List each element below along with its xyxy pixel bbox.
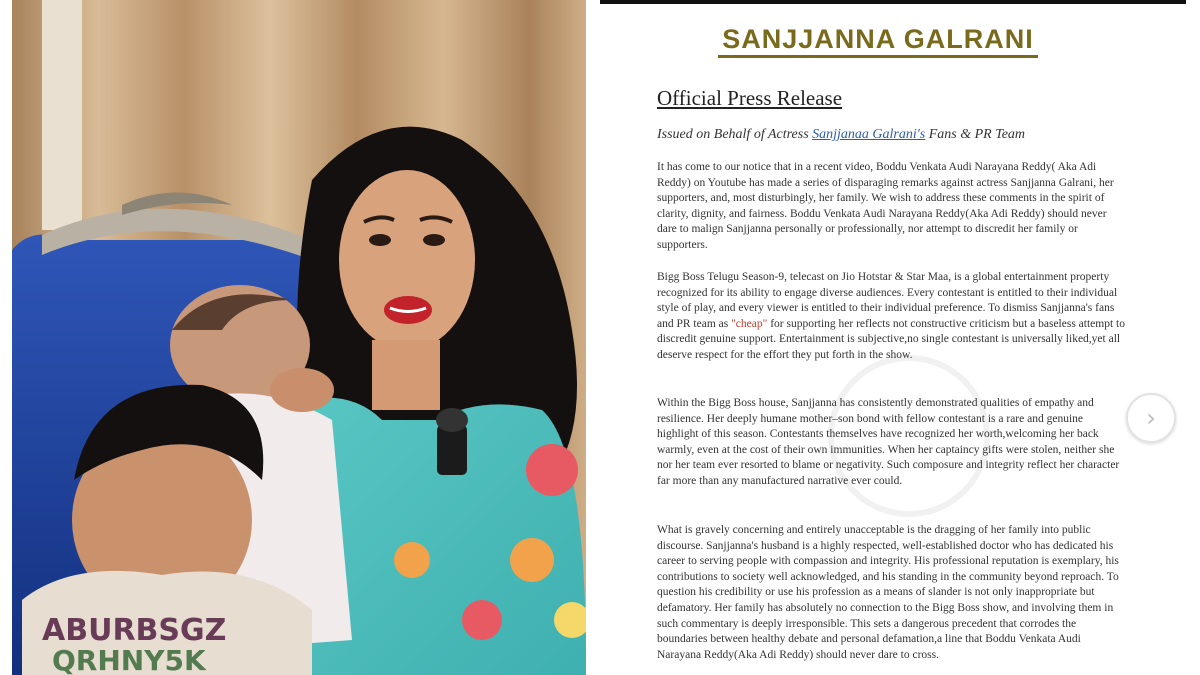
- paragraph-2: [657, 270, 1125, 364]
- press-release-heading: Official Press Release: [657, 86, 843, 110]
- press-release-document: [598, 0, 1200, 675]
- paragraph-3: Within the Bigg Boss house, Sanjjanna has consistently demonstrated qualities of empathy and resilience. Her deeply humane mother–son bond with fellow contestant is a rare and genuine highlight of this season. Contestants themselves have recognized her worth,welcoming her back warmly, even at the cost of their own immunities. When her captaincy gifts were stolen, neither she nor her team ever resorted to blame or negativity. Such composure and integrity reflect her character far more than any manufactured narrative ever could.: [657, 397, 1120, 487]
- cheap-quote: "cheap": [731, 317, 768, 330]
- document-title: [598, 24, 1158, 55]
- paragraph-2-before: Bigg Boss Telugu Season-9, telecast on Jio Hotstar & Star Maa, is a global entertainment property recognized for its ability to engage diverse audiences. Every contestant is entitled to their individual style of play, and every viewer is entitled to their individual preference. To dismiss Sanjjanna's fans and PR team as: [657, 271, 1118, 330]
- paragraph-2-after: for supporting her reflects not constructive criticism but a baseless attempt to discredit genuine support. Entertainment is subjective,no single contestant is universally liked,yet all deserve respect for the effort they put forth in the show.: [657, 317, 1125, 361]
- svg-text:QRHNY5K: QRHNY5K: [52, 644, 206, 675]
- actress-link[interactable]: Sanjjanaa Galrani's: [812, 127, 926, 142]
- paragraph-4: What is gravely concerning and entirely unacceptable is the dragging of her family into public discourse. Sanjjanna's husband is a highly respected, well-established doctor who has dedicated his career to serving people with compassion and integrity. His professional reputation is exemplary, his contributions to society well acknowledged, and his standing in the community beyond reproach. To question his credibility or use his profession as a means of slander is not only inappropriate but defamatory. Her family has absolutely no connection to the Bigg Boss show, and involving them in such commentary is deeply irresponsible. This sets a dangerous precedent that corrodes the boundaries between healthy debate and personal defamation,a line that Boddu Venkata Audi Narayana Reddy(Aka Adi Reddy) should never dare to cross.: [657, 524, 1119, 661]
- issued-prefix: Issued on Behalf of Actress: [657, 127, 813, 142]
- carousel-next-button[interactable]: [1126, 393, 1176, 443]
- chevron-right-icon: ›: [1146, 404, 1156, 432]
- title-text: SANJJANNA GALRANI: [718, 24, 1038, 58]
- press-photo: [12, 0, 586, 675]
- photo-panel: [12, 0, 586, 675]
- document-top-bar: [600, 0, 1186, 4]
- issued-suffix: Fans & PR Team: [925, 127, 1026, 142]
- svg-text:ABURBSGZ: ABURBSGZ: [42, 613, 227, 648]
- paragraph-1: It has come to our notice that in a recent video, Boddu Venkata Audi Narayana Reddy( Aka Adi Reddy) on Youtube has made a series of disparaging remarks against actress Sanjjanna Galrani, her supporters, and, most disturbingly, her family. We wish to address these comments in the spirit of clarity, dignity, and fairness. Boddu Venkata Audi Narayana Reddy(Aka Adi Reddy) should never dare to malign Sanjjanna personally or professionally, nor attempt to discredit her family or supporters.: [657, 161, 1114, 251]
- issued-on-behalf-line: [657, 127, 1025, 143]
